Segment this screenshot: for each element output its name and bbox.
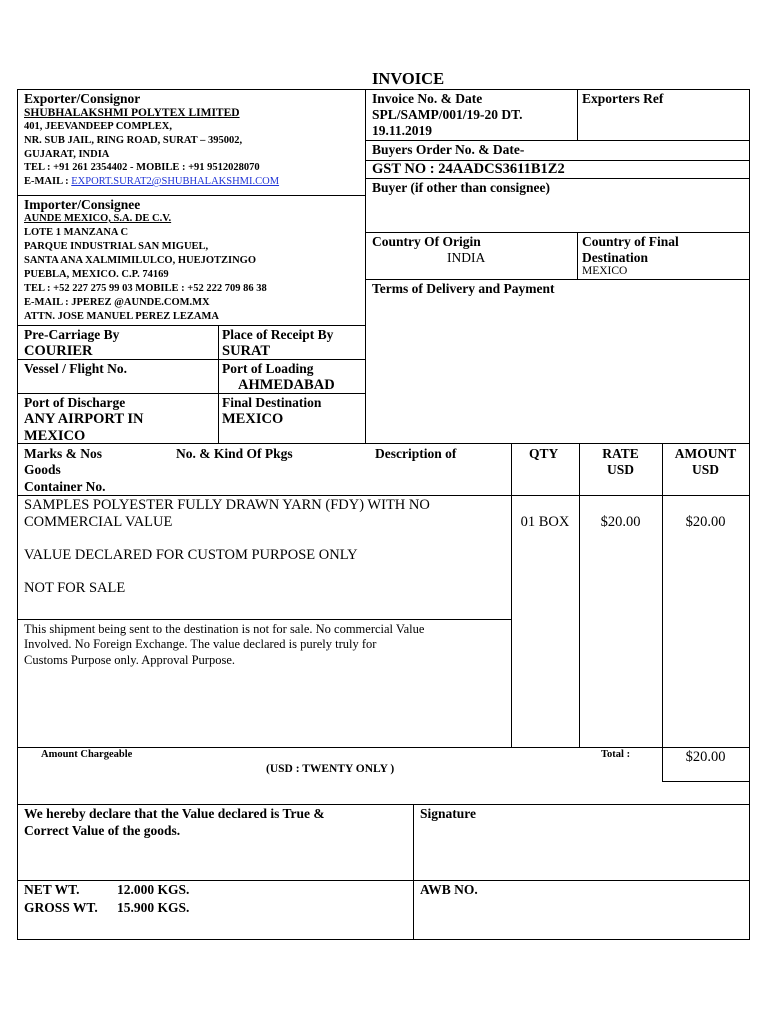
final-country-label: Country of Final [582, 234, 679, 249]
amount-currency-header: USD [691, 462, 719, 477]
receipt-label: Place of Receipt By [222, 327, 334, 342]
not-for-sale-text: NOT FOR SALE [24, 580, 126, 596]
note-line: This shipment being sent to the destination is not for sale. No commercial Value [24, 622, 425, 636]
loading-label: Port of Loading [222, 361, 314, 376]
total-label: Total : [601, 749, 631, 760]
net-weight-label: NET WT. [24, 882, 80, 897]
importer-attn: ATTN. JOSE MANUEL PEREZ LEZAMA [24, 311, 219, 322]
net-weight-value: 12.000 KGS. [117, 882, 190, 897]
amount-chargeable-label: Amount Chargeable [41, 749, 133, 760]
buyer-other-label: Buyer (if other than consignee) [372, 180, 550, 195]
amount-in-words: (USD : TWENTY ONLY ) [266, 763, 395, 775]
declaration-text: We hereby declare that the Value declared is True & [24, 806, 325, 821]
importer-address-line: SANTA ANA XALMIMILULCO, HUEJOTZINGO [24, 255, 257, 266]
terms-label: Terms of Delivery and Payment [372, 281, 555, 296]
total-value: $20.00 [685, 749, 726, 765]
vessel-label: Vessel / Flight No. [24, 361, 128, 376]
buyers-order-label: Buyers Order No. & Date- [372, 142, 525, 157]
exporters-ref-label: Exporters Ref [582, 91, 664, 106]
importer-heading: Importer/Consignee [24, 197, 141, 212]
rate-header: RATE [602, 446, 639, 461]
page-title: INVOICE [372, 69, 445, 88]
discharge-label: Port of Discharge [24, 395, 126, 410]
pkgs-header: No. & Kind Of Pkgs [176, 446, 293, 461]
description-header: Description of [375, 446, 457, 461]
origin-value: INDIA [447, 250, 486, 265]
note-line: Involved. No Foreign Exchange. The value declared is purely truly for [24, 637, 377, 651]
note-line: Customs Purpose only. Approval Purpose. [24, 653, 235, 667]
item-rate: $20.00 [600, 514, 641, 530]
discharge-value: MEXICO [24, 428, 86, 444]
container-header: Container No. [24, 479, 106, 494]
item-qty: 01 BOX [520, 514, 570, 530]
item-description: COMMERCIAL VALUE [24, 514, 173, 530]
value-declared-text: VALUE DECLARED FOR CUSTOM PURPOSE ONLY [24, 547, 358, 563]
exporter-tel: TEL : +91 261 2354402 - MOBILE : +91 9512028070 [24, 162, 260, 173]
exporter-address-line: 401, JEEVANDEEP COMPLEX, [24, 121, 172, 132]
invoice-date: 19.11.2019 [372, 123, 433, 138]
amount-header: AMOUNT [674, 446, 737, 461]
qty-header: QTY [529, 446, 559, 461]
signature-label: Signature [420, 806, 477, 821]
item-amount: $20.00 [685, 514, 726, 530]
final-country-label: Destination [582, 250, 649, 265]
invoice-heading: Invoice No. & Date [372, 91, 483, 106]
gross-weight-label: GROSS WT. [24, 900, 98, 915]
awb-label: AWB NO. [420, 882, 478, 897]
exporter-address-line: NR. SUB JAIL, RING ROAD, SURAT – 395002, [24, 135, 243, 146]
importer-email: E-MAIL : JPEREZ @AUNDE.COM.MX [24, 297, 210, 308]
final-destination-label: Final Destination [222, 395, 322, 410]
exporter-address-line: GUJARAT, INDIA [24, 149, 110, 160]
item-description: SAMPLES POLYESTER FULLY DRAWN YARN (FDY) WITH NO [24, 497, 430, 513]
final-destination-value: MEXICO [222, 411, 284, 427]
origin-label: Country Of Origin [372, 234, 481, 249]
exporter-heading: Exporter/Consignor [24, 91, 141, 106]
importer-tel: TEL : +52 227 275 99 03 MOBILE : +52 222 709 86 38 [24, 283, 267, 294]
exporter-name: SHUBHALAKSHMI POLYTEX LIMITED [24, 107, 240, 119]
discharge-value: ANY AIRPORT IN [24, 411, 144, 427]
gross-weight-value: 15.900 KGS. [117, 900, 190, 915]
declaration-text: Correct Value of the goods. [24, 823, 181, 838]
rate-currency-header: USD [606, 462, 634, 477]
precarriage-label: Pre-Carriage By [24, 327, 120, 342]
importer-address-line: PUEBLA, MEXICO. C.P. 74169 [24, 269, 169, 280]
invoice-number: SPL/SAMP/001/19-20 DT. [372, 107, 523, 122]
precarriage-value: COURIER [24, 343, 93, 359]
gst-number: GST NO : 24AADCS3611B1Z2 [372, 161, 565, 177]
exporter-email-label: E-MAIL : [24, 176, 69, 187]
goods-header: Goods [24, 462, 61, 477]
importer-address-line: PARQUE INDUSTRIAL SAN MIGUEL, [24, 241, 209, 252]
final-country-value: MEXICO [582, 265, 628, 277]
loading-value: AHMEDABAD [238, 377, 335, 393]
exporter-email-link[interactable]: EXPORT.SURAT2@SHUBHALAKSHMI.COM [71, 176, 280, 187]
receipt-value: SURAT [222, 343, 271, 359]
exporter-email-row [24, 176, 279, 188]
marks-header: Marks & Nos [24, 446, 102, 461]
importer-address-line: LOTE 1 MANZANA C [24, 227, 129, 238]
importer-name: AUNDE MEXICO, S.A. DE C.V. [24, 213, 172, 224]
